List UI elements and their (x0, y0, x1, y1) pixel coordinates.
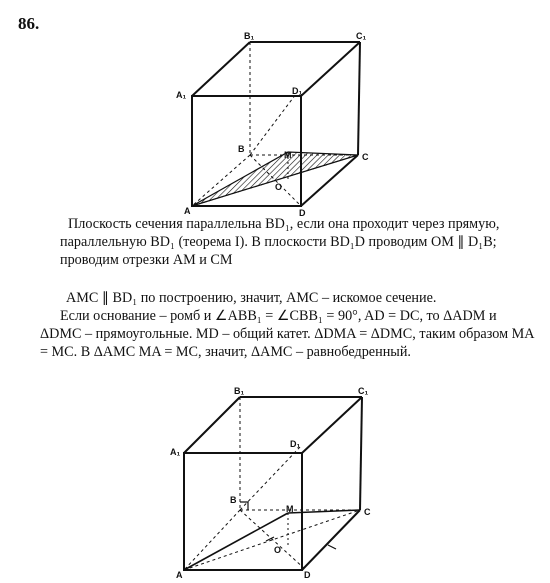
label-D1: D₁ (290, 439, 301, 449)
label-C1: C₁ (356, 31, 367, 41)
label-D1: D₁ (292, 86, 303, 96)
paragraph-proof: Если основание – ромб и ∠ABB₁ = ∠CBB₁ = 90°, AD = DC, то ΔADM и ΔDMC – прямоугольные. MD – общий катет. ΔDMA = ΔDMC, таким образом MA = MC. В ΔAMC MA = MC, значит, ΔAMC – равнобедренный. (40, 308, 534, 360)
figure-2-vertex-labels (170, 386, 371, 580)
paragraph-section-plane: Плоскость сечения параллельна BD₁, если она проходит через прямую, параллельную BD₁ (теорема I). В плоскости BD₁D проводим OM ∥ D₁B; проводим отрезки AM и CM (60, 216, 500, 268)
label-A1: A₁ (176, 90, 187, 100)
problem-number: 86. (18, 14, 40, 33)
label-M: M (284, 150, 292, 160)
label-C: C (362, 152, 369, 162)
label-B: B (238, 144, 245, 154)
label-B1: B₁ (234, 386, 245, 396)
label-M: M (286, 504, 294, 514)
label-C1: C₁ (358, 386, 369, 396)
section-triangle (192, 152, 358, 206)
label-O: O (274, 545, 282, 555)
paragraph-section-result: AMC ∥ BD₁ по построению, значит, AMC – искомое сечение. (66, 290, 437, 306)
label-B: B (230, 495, 237, 505)
label-D: D (304, 570, 311, 580)
label-A: A (176, 570, 183, 580)
label-O: O (275, 182, 283, 192)
label-C: C (364, 507, 371, 517)
figure-2-prism (170, 385, 400, 580)
label-D: D (299, 208, 306, 218)
figure-1-prism (170, 30, 390, 220)
label-A: A (184, 206, 191, 216)
label-B1: B₁ (244, 31, 255, 41)
label-A1: A₁ (170, 447, 181, 457)
